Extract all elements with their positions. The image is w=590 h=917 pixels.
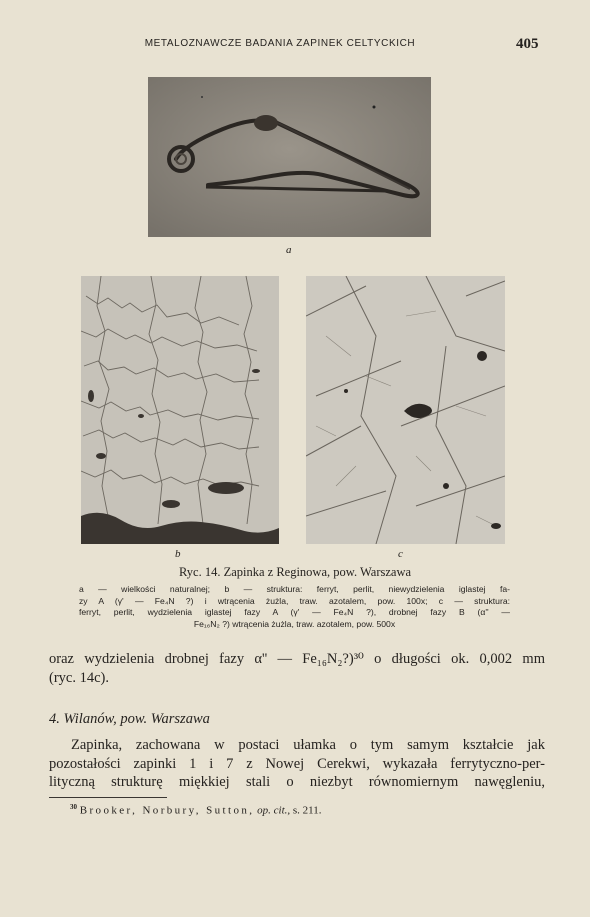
body-paragraph-1 [49,650,545,687]
figure-caption-body [79,584,510,630]
footnote-rule [49,797,167,798]
figure-caption-title: Ryc. 14. Zapinka z Reginowa, pow. Warszawa [178,565,412,579]
footnote [70,803,322,817]
micrograph-500x [306,276,505,544]
text-line: pozostałości zapinki 1 i 7 z Nowej Cerekwi, wykazała ferrytyczno-per- [49,755,545,772]
footnote-pages: s. 211. [292,804,322,817]
micrograph-500x-image [306,276,505,544]
running-head: METALOZNAWCZE BADANIA ZAPINEK CELTYCKICH [144,38,416,49]
panel-label-c: c [398,548,403,560]
text-line: Zapinka, zachowana w postaci ułamka o tym samym kształcie jak [71,737,545,753]
caption-line: ferryt, perlit, wydzielenia iglastej fazy A (γ' — Fe₄N ?), drobnej fazy B (α'' — [79,607,510,617]
fibula-photo [148,77,431,237]
page-number: 405 [516,36,539,52]
footnote-work: op. cit., [257,804,291,817]
text-line: (ryc. 14c). [49,669,109,686]
caption-line: a — wielkości naturalnej; b — struktura: ferryt, perlit, niewydzielenia iglastej fa- [79,584,510,594]
footnote-number: 30 [70,803,77,811]
fibula-photo-image [148,77,431,237]
caption-line: Fe₁₆N₂ ?) wtrącenia żużla, traw. azotalem, pow. 500x [193,618,396,629]
body-paragraph-2 [49,736,545,792]
section-heading: 4. Wilanów, pow. Warszawa [49,711,210,727]
text-line: lityczną strukturę miękkiej stali o niezbyt równomiernym nawęgleniu, [49,774,545,790]
panel-label-b: b [175,548,181,560]
footnote-authors: Brooker, Norbury, Sutton, [79,804,255,817]
micrograph-100x-image [81,276,279,544]
caption-line: zy A (γ' — Fe₄N ?) i wtrącenia żużla, traw. azotalem, pow. 100x; c — struktura: [79,595,510,606]
text-line: oraz wydzielenia drobnej fazy α'' — Fe₁₆N₂?)³⁰ o długości ok. 0,002 mm [49,651,545,667]
panel-label-a: a [286,244,292,256]
micrograph-100x [81,276,279,544]
